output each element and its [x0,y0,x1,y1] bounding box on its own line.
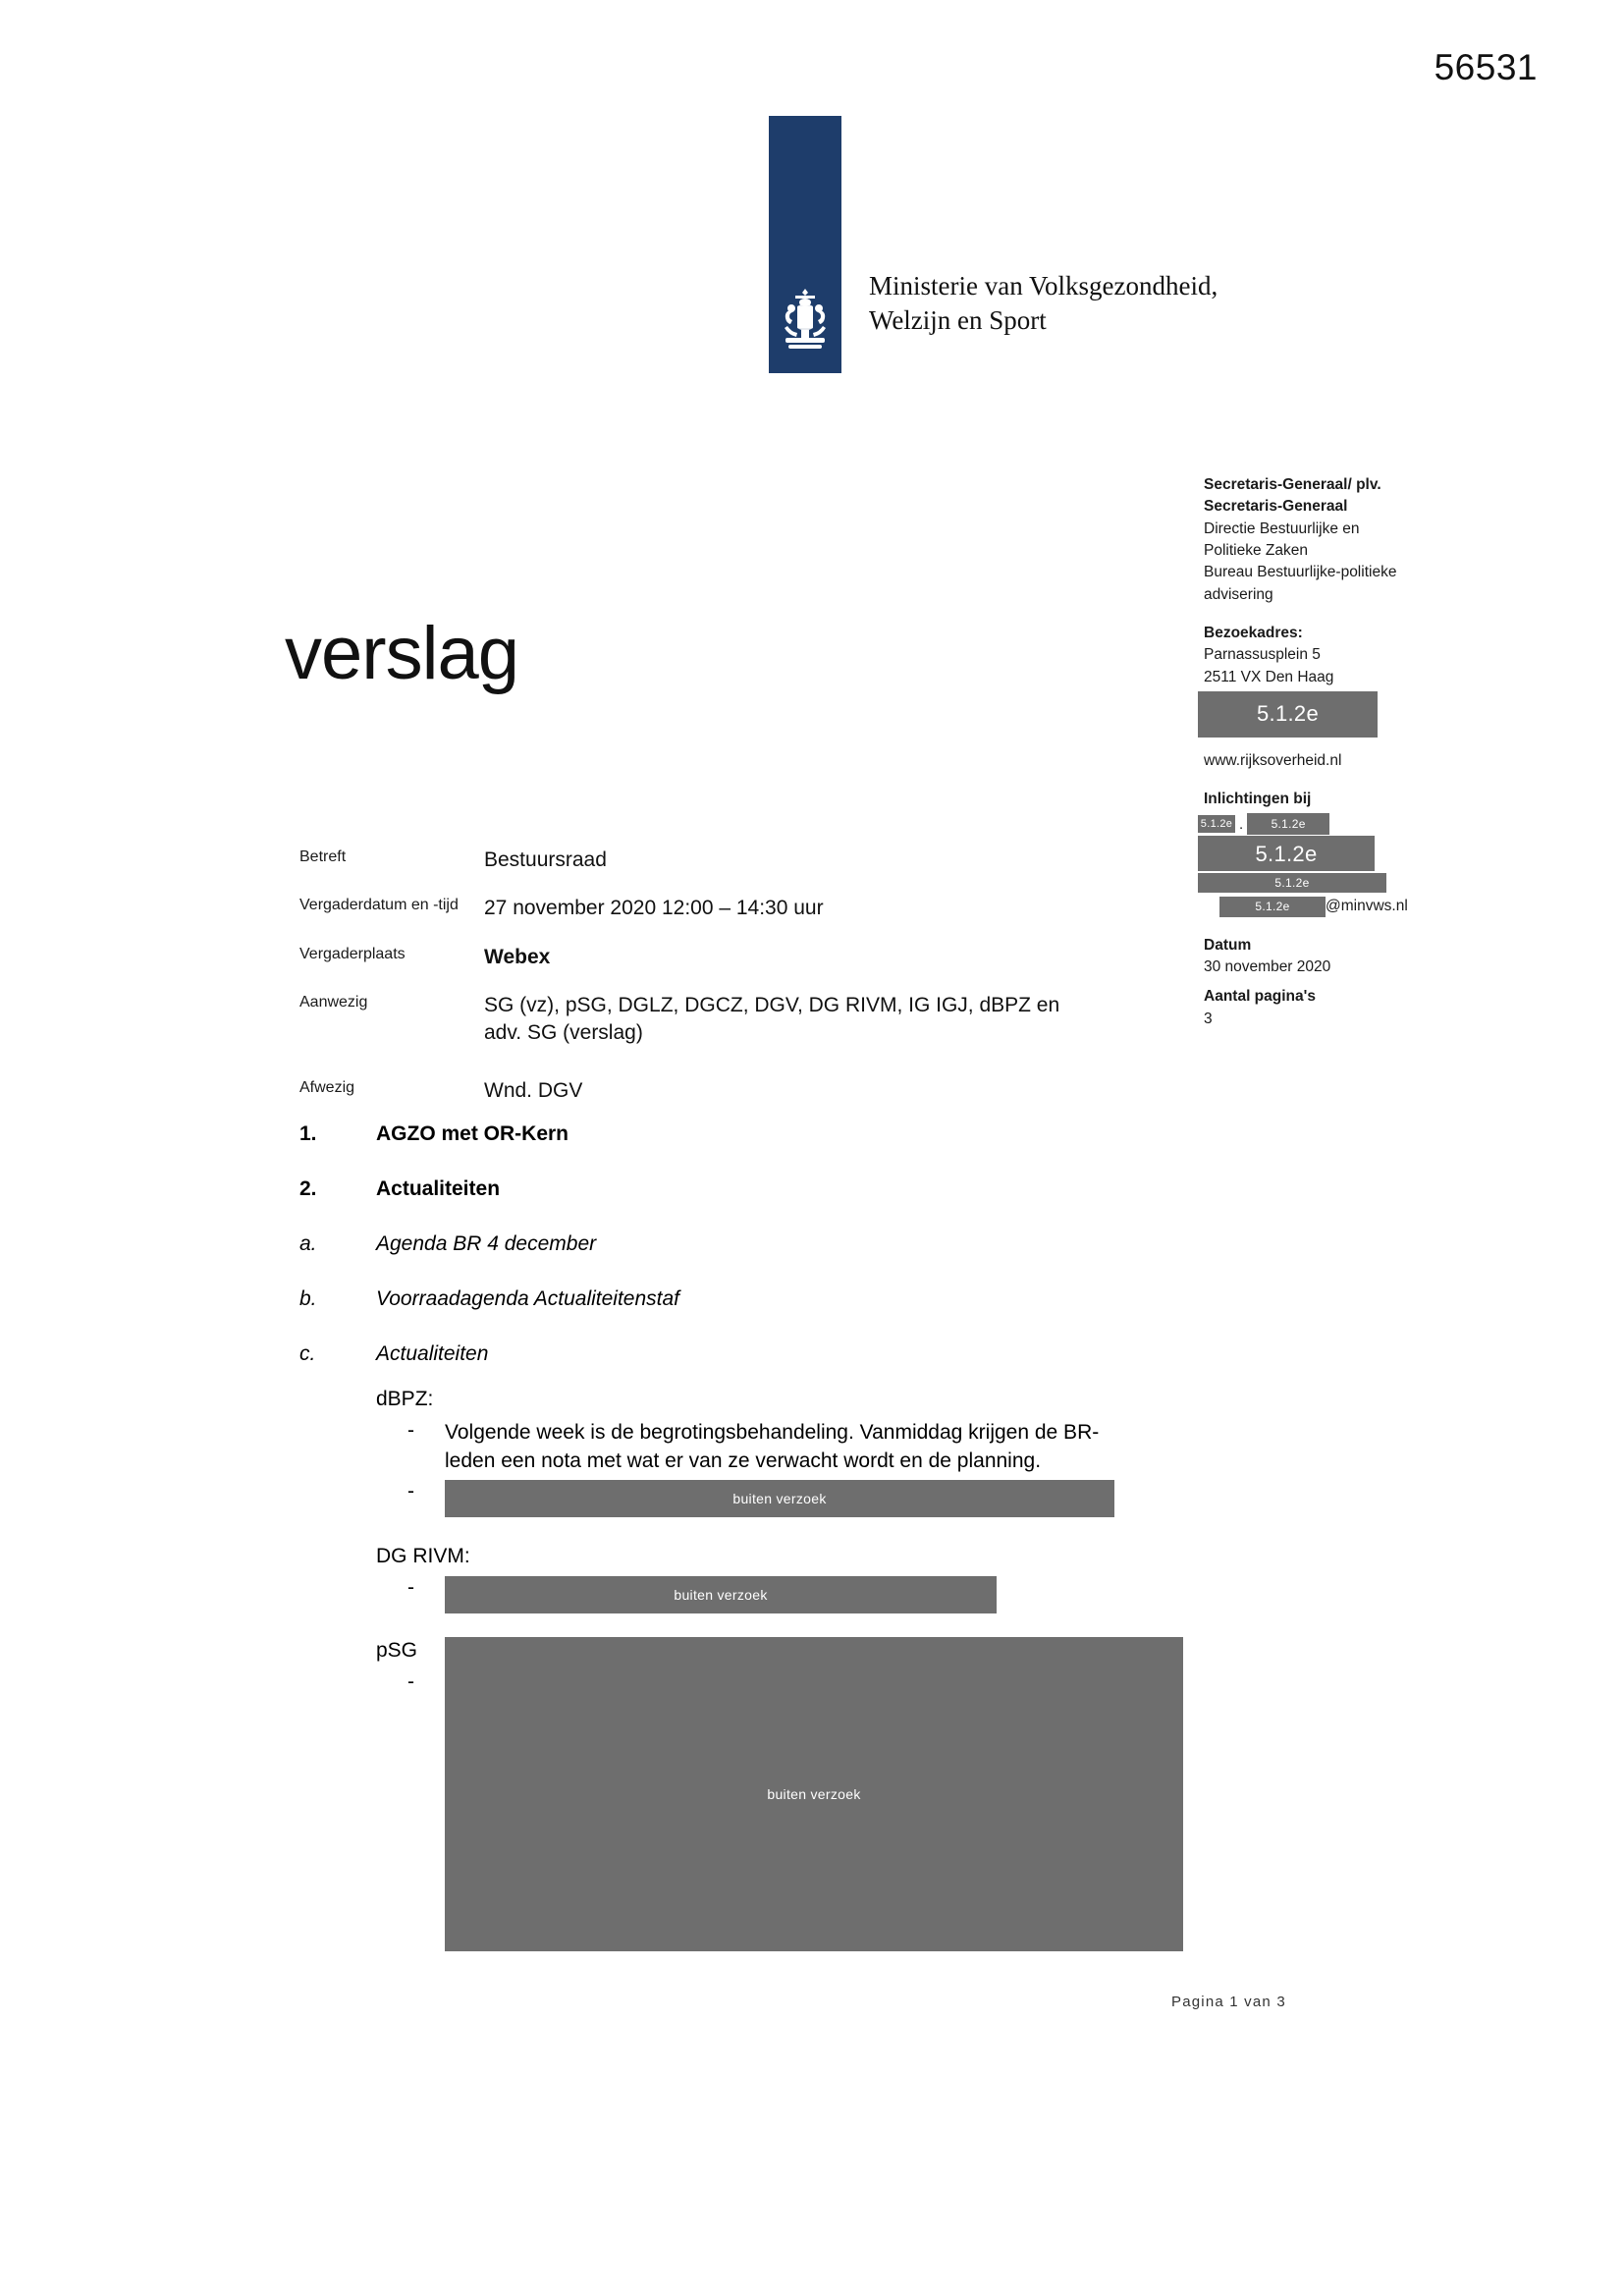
sidebar-bureau-line-1: Bureau Bestuurlijke-politieke [1204,564,1397,581]
bullet-dash: - [407,1479,414,1503]
sidebar-info-heading: Inlichtingen bij [1204,791,1312,808]
redaction-phone: 5.1.2e [1198,691,1378,738]
bullet-dash: - [407,1669,414,1693]
sidebar-directorate-line-2: Politieke Zaken [1204,541,1308,559]
agenda-item-c [299,1342,1360,1366]
meeting-metadata-table [299,847,1183,1125]
spacer [1204,606,1479,623]
spacer [1204,918,1479,935]
meta-label: Afwezig [299,1078,355,1096]
page-title: verslag [285,612,518,695]
agenda-label: Actualiteiten [376,1342,489,1365]
sidebar-date-heading: Datum [1204,936,1252,954]
agenda-marker: b. [299,1287,317,1310]
sidebar-address-line-1: Parnassusplein 5 [1204,646,1321,664]
meta-label: Vergaderdatum en -tijd [299,897,459,914]
meta-label: Aanwezig [299,994,368,1011]
meta-value: SG (vz), pSG, DGLZ, DGCZ, DGV, DG RIVM, IG IGJ, dBPZ en adv. SG (verslag) [484,994,1060,1045]
meta-row [299,847,1183,874]
agenda-marker: c. [299,1342,316,1365]
sidebar-email-domain: @minvws.nl [1326,898,1408,915]
redaction-info-2: 5.1.2e [1247,813,1329,835]
sidebar-date-value: 30 november 2020 [1204,958,1331,976]
bullet-item-redacted [299,1637,1360,1951]
meta-value: Bestuursraad [484,848,607,871]
ministry-name-line-1: Ministerie van Volksgezondheid, [869,270,1218,301]
minutes-content [299,1122,1360,1955]
agenda-item-2 [299,1177,1360,1201]
speaker-section-dg-rivm [299,1545,1360,1613]
redaction-info-3: 5.1.2e [1198,836,1375,871]
sidebar-bureau-line-2: advisering [1204,585,1273,603]
speaker-label-dg-rivm: DG RIVM: [376,1544,470,1567]
agenda-item-b [299,1287,1360,1311]
redaction-info-5: 5.1.2e [1219,897,1326,917]
agenda-label: Voorraadagenda Actualiteitenstaf [376,1287,679,1310]
bullet-dash: - [407,1575,414,1599]
ministry-name [869,269,1218,373]
agenda-label: AGZO met OR-Kern [376,1122,569,1145]
ministry-logo [769,116,1218,373]
meta-value: Webex [484,945,551,968]
redaction-buiten-verzoek: buiten verzoek [445,1576,997,1613]
agenda-marker: 2. [299,1177,317,1200]
meta-label: Betreft [299,848,347,865]
sidebar-address-line-2: 2511 VX Den Haag [1204,668,1334,685]
netherlands-coat-of-arms-icon [778,287,833,355]
sidebar-address-heading: Bezoekadres: [1204,624,1303,641]
bullet-item-redacted [299,1576,1360,1613]
bullet-text: Volgende week is de begrotingsbehandeling. Vanmiddag krijgen de BR-leden een nota met wat er van ze verwacht wordt en de planning. [445,1421,1100,1472]
spacer [1204,772,1479,789]
sidebar-department-line-2: Secretaris-Generaal [1204,498,1348,516]
agenda-item-a [299,1232,1360,1256]
meta-row [299,895,1183,922]
speaker-label-dbpz: dBPZ: [376,1388,434,1410]
sidebar-pages-heading: Aantal pagina's [1204,988,1316,1006]
sidebar-website: www.rijksoverheid.nl [1204,751,1342,769]
agenda-marker: 1. [299,1122,317,1145]
logo-blue-bar [769,116,841,373]
sidebar-metadata [1200,474,1479,1030]
sidebar-directorate-line-1: Directie Bestuurlijke en [1204,519,1360,537]
meta-value: Wnd. DGV [484,1078,583,1102]
meta-label: Vergaderplaats [299,945,406,962]
sidebar-department-line-1: Secretaris-Generaal/ plv. [1204,476,1381,493]
page-footer: Pagina 1 van 3 [1171,1994,1286,2010]
bullet-dash: - [407,1419,414,1442]
redaction-buiten-verzoek: buiten verzoek [445,1480,1114,1517]
document-number: 56531 [1434,47,1538,87]
redaction-info-4: 5.1.2e [1198,873,1386,893]
bullet-item [299,1419,1360,1476]
agenda-label: Actualiteiten [376,1177,501,1200]
meta-row [299,1077,1183,1105]
meta-row [299,992,1183,1048]
info-separator: . [1239,815,1244,833]
redaction-info-row-5 [1204,896,1479,917]
ministry-name-line-2: Welzijn en Sport [869,304,1047,335]
redaction-buiten-verzoek-large: buiten verzoek [445,1637,1183,1951]
redaction-info-row-1 [1200,813,1479,835]
sidebar-pages-value: 3 [1204,1010,1213,1027]
agenda-label: Agenda BR 4 december [376,1232,597,1255]
speaker-label-psg: pSG [376,1638,418,1662]
speaker-section-dbpz [299,1388,1360,1517]
speaker-section-psg [299,1639,1360,1951]
agenda-marker: a. [299,1232,317,1255]
bullet-item-redacted [299,1480,1360,1517]
meta-row [299,944,1183,971]
redaction-info-1: 5.1.2e [1198,815,1235,833]
meta-value: 27 november 2020 12:00 – 14:30 uur [484,897,824,920]
agenda-item-1 [299,1122,1360,1146]
